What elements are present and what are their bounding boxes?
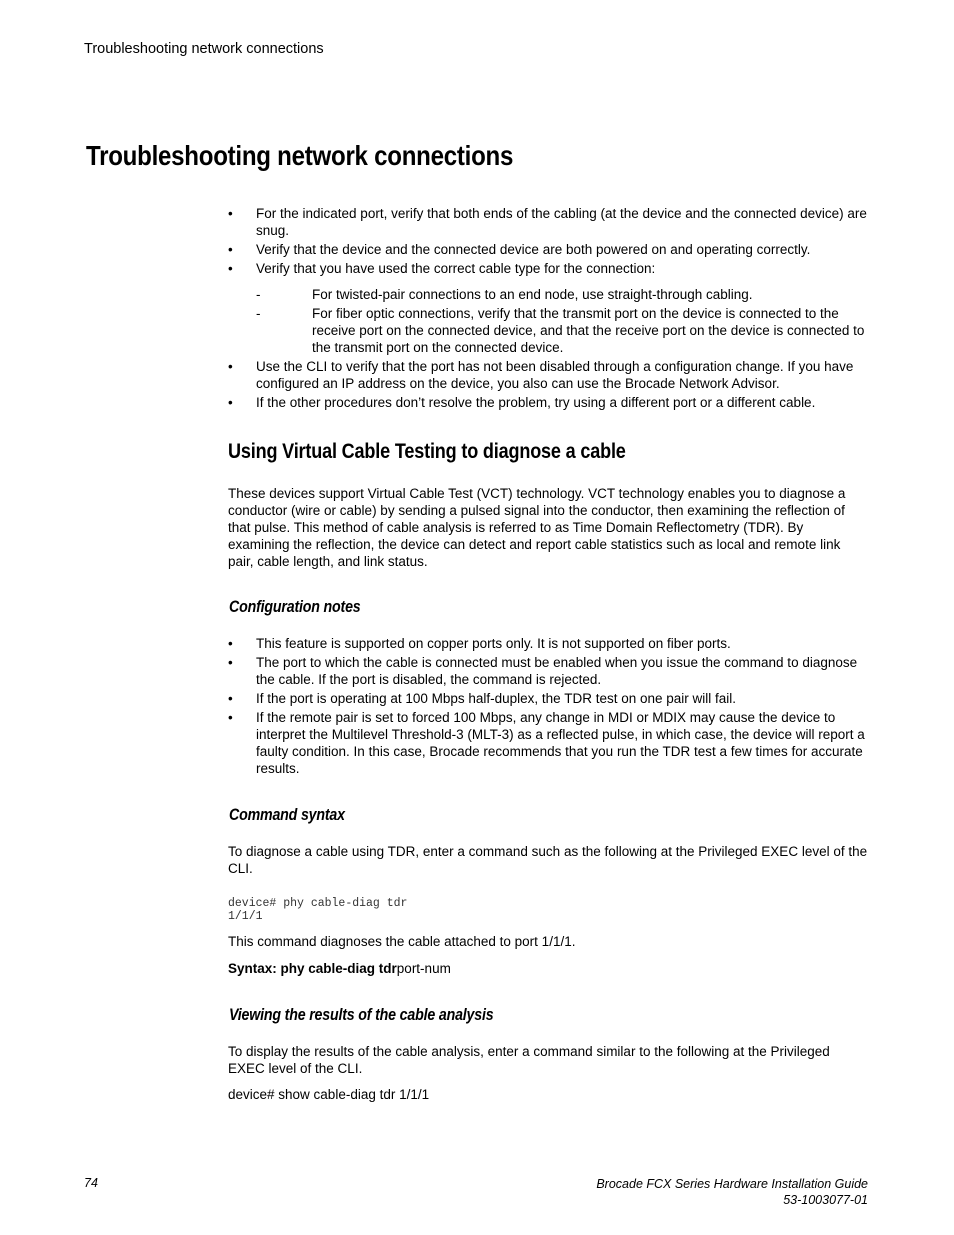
- troubleshooting-more-bullet-list: [228, 358, 868, 413]
- list-item-text: Verify that you have used the correct cable type for the connection:: [256, 261, 656, 276]
- vct-intro-paragraph: These devices support Virtual Cable Test (VCT) technology. VCT technology enables you to diagnose a conductor (wire or cable) by sending a pulsed signal into the conductor, then examining the reflection of that pulse. This method of cable analysis is referred to as Time Domain Reflectometry (TDR). By examining the reflection, the device can detect and report cable statistics such as local and remote link pair, cable length, and link status.: [228, 486, 846, 569]
- list-item-text: For the indicated port, verify that both ends of the cabling (at the device and the connected device) are snug.: [256, 206, 867, 238]
- list-item: [228, 709, 868, 777]
- sub-list-item: [254, 305, 868, 356]
- bullet-mark: •: [228, 710, 233, 725]
- footer-doc-number: 53-1003077-01: [783, 1193, 868, 1207]
- list-item: [228, 358, 868, 392]
- bullet-mark: •: [228, 395, 233, 410]
- bullet-mark: •: [228, 261, 233, 276]
- bullet-mark: •: [228, 691, 233, 706]
- dash-mark: -: [256, 306, 261, 321]
- list-item-text: If the remote pair is set to forced 100 Mbps, any change in MDI or MDIX may cause the device to interpret the Multilevel Threshold-3 (MLT-3) as a reflected pulse, in which case, the device will report a faulty condition. In this case, Brocade recommends that you run the TDR test a few times for accurate results.: [256, 710, 865, 776]
- cable-type-sub-list: [254, 286, 868, 358]
- sub-list-item: [254, 286, 868, 303]
- list-item: [228, 241, 868, 258]
- viewing-results-title: Viewing the results of the cable analysis: [229, 1006, 494, 1024]
- list-item: [228, 205, 868, 239]
- dash-mark: -: [256, 287, 261, 302]
- list-item: [228, 394, 868, 411]
- footer-doc-info: [596, 1176, 868, 1208]
- syntax-parameter: port-num: [396, 961, 451, 976]
- list-item: [228, 690, 868, 707]
- show-cable-diag-command: device# show cable-diag tdr 1/1/1: [228, 1087, 430, 1102]
- sub-list-item-text: For twisted-pair connections to an end node, use straight-through cabling.: [312, 287, 753, 302]
- troubleshooting-bullet-list: [228, 205, 868, 279]
- bullet-mark: •: [228, 655, 233, 670]
- command-syntax-intro: To diagnose a cable using TDR, enter a command such as the following at the Privileged EXEC level of the CLI.: [228, 844, 868, 876]
- list-item: [228, 654, 868, 688]
- list-item: [228, 260, 868, 277]
- command-syntax-title: Command syntax: [229, 806, 345, 824]
- syntax-command: Syntax: phy cable-diag tdr: [228, 961, 397, 976]
- config-notes-title: Configuration notes: [229, 598, 361, 616]
- page-title: Troubleshooting network connections: [86, 140, 514, 171]
- list-item-text: The port to which the cable is connected must be enabled when you issue the command to diagnose the cable. If the port is disabled, the command is rejected.: [256, 655, 858, 687]
- list-item-text: If the other procedures don’t resolve the problem, try using a different port or a different cable.: [256, 395, 816, 410]
- sub-list-item-text: For fiber optic connections, verify that the transmit port on the device is connected to the receive port on the connected device, and that the receive port on the device is connected to the transmit port on the connected device.: [312, 306, 865, 355]
- vct-section-title: Using Virtual Cable Testing to diagnose a cable: [228, 440, 626, 463]
- command-description: This command diagnoses the cable attached to port 1/1/1.: [228, 934, 576, 949]
- list-item: [228, 635, 868, 652]
- list-item-text: If the port is operating at 100 Mbps half-duplex, the TDR test on one pair will fail.: [256, 691, 737, 706]
- bullet-mark: •: [228, 636, 233, 651]
- page-number: 74: [84, 1176, 98, 1190]
- running-header: Troubleshooting network connections: [84, 41, 324, 57]
- bullet-mark: •: [228, 206, 233, 221]
- viewing-results-intro: To display the results of the cable analysis, enter a command similar to the following at the Privileged EXEC level of the CLI.: [228, 1044, 830, 1076]
- config-notes-bullet-list: [228, 635, 868, 779]
- list-item-text: Use the CLI to verify that the port has not been disabled through a configuration change. If you have configured an IP address on the device, you also can use the Brocade Network Advisor.: [256, 359, 854, 391]
- footer-doc-title: Brocade FCX Series Hardware Installation Guide: [596, 1177, 868, 1191]
- list-item-text: This feature is supported on copper ports only. It is not supported on fiber ports.: [256, 636, 731, 651]
- bullet-mark: •: [228, 359, 233, 374]
- bullet-mark: •: [228, 242, 233, 257]
- syntax-line: [228, 960, 868, 977]
- list-item-text: Verify that the device and the connected device are both powered on and operating correctly.: [256, 242, 811, 257]
- tdr-command-code-block: device# phy cable-diag tdr 1/1/1: [228, 897, 408, 923]
